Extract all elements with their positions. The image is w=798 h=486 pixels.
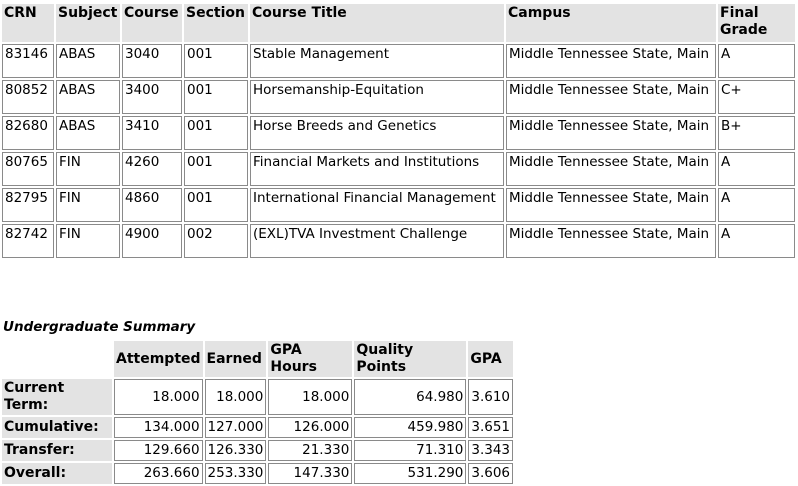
cell-course-title: Horsemanship-Equitation	[250, 80, 504, 114]
cell-crn: 80765	[2, 152, 54, 186]
table-row	[2, 44, 795, 78]
cell-quality-points: 459.980	[354, 417, 466, 438]
cell-crn: 80852	[2, 80, 54, 114]
cell-subject: ABAS	[56, 80, 120, 114]
summary-row	[2, 463, 513, 484]
cell-section: 001	[184, 152, 248, 186]
cell-course: 3400	[122, 80, 182, 114]
cell-section: 001	[184, 188, 248, 222]
cell-gpa: 3.651	[468, 417, 513, 438]
cell-section: 001	[184, 80, 248, 114]
cell-course: 4900	[122, 224, 182, 258]
cell-attempted: 263.660	[114, 463, 203, 484]
summary-header-row	[2, 341, 513, 377]
header-gpa-hours: GPA Hours	[268, 341, 352, 377]
cell-quality-points: 71.310	[354, 440, 466, 461]
summary-header-blank	[2, 341, 112, 377]
cell-earned: 253.330	[205, 463, 267, 484]
cell-campus: Middle Tennessee State, Main	[506, 224, 716, 258]
cell-subject: ABAS	[56, 116, 120, 150]
cell-section: 002	[184, 224, 248, 258]
cell-final-grade: A	[718, 188, 795, 222]
summary-row-label: Cumulative:	[2, 417, 112, 438]
cell-quality-points: 531.290	[354, 463, 466, 484]
cell-final-grade: A	[718, 224, 795, 258]
cell-earned: 18.000	[205, 379, 267, 415]
cell-crn: 82680	[2, 116, 54, 150]
summary-row-label: Current Term:	[2, 379, 112, 415]
summary-row	[2, 417, 513, 438]
cell-final-grade: A	[718, 152, 795, 186]
cell-subject: FIN	[56, 224, 120, 258]
cell-gpa-hours: 21.330	[268, 440, 352, 461]
cell-crn: 82742	[2, 224, 54, 258]
cell-course-title: Financial Markets and Institutions	[250, 152, 504, 186]
header-course-title: Course Title	[250, 4, 504, 42]
cell-subject: FIN	[56, 188, 120, 222]
cell-gpa-hours: 126.000	[268, 417, 352, 438]
summary-row-label: Transfer:	[2, 440, 112, 461]
header-gpa: GPA	[468, 341, 513, 377]
cell-course-title: International Financial Management	[250, 188, 504, 222]
header-quality-points: Quality Points	[354, 341, 466, 377]
table-row	[2, 116, 795, 150]
cell-course: 4860	[122, 188, 182, 222]
header-campus: Campus	[506, 4, 716, 42]
cell-course-title: (EXL)TVA Investment Challenge	[250, 224, 504, 258]
summary-row-label: Overall:	[2, 463, 112, 484]
grades-header-row	[2, 4, 795, 42]
cell-attempted: 134.000	[114, 417, 203, 438]
cell-section: 001	[184, 116, 248, 150]
cell-gpa: 3.606	[468, 463, 513, 484]
course-grades-table	[0, 2, 797, 260]
table-row	[2, 80, 795, 114]
cell-course-title: Stable Management	[250, 44, 504, 78]
header-earned: Earned	[205, 341, 267, 377]
cell-gpa-hours: 18.000	[268, 379, 352, 415]
header-final-grade: Final Grade	[718, 4, 795, 42]
cell-subject: FIN	[56, 152, 120, 186]
table-row	[2, 224, 795, 258]
cell-attempted: 18.000	[114, 379, 203, 415]
cell-final-grade: C+	[718, 80, 795, 114]
cell-course: 4260	[122, 152, 182, 186]
cell-campus: Middle Tennessee State, Main	[506, 188, 716, 222]
header-attempted: Attempted	[114, 341, 203, 377]
cell-quality-points: 64.980	[354, 379, 466, 415]
cell-course: 3410	[122, 116, 182, 150]
cell-course-title: Horse Breeds and Genetics	[250, 116, 504, 150]
summary-row	[2, 379, 513, 415]
cell-crn: 82795	[2, 188, 54, 222]
cell-campus: Middle Tennessee State, Main	[506, 116, 716, 150]
undergraduate-summary-table	[0, 339, 515, 486]
cell-earned: 126.330	[205, 440, 267, 461]
cell-subject: ABAS	[56, 44, 120, 78]
cell-attempted: 129.660	[114, 440, 203, 461]
header-subject: Subject	[56, 4, 120, 42]
cell-gpa-hours: 147.330	[268, 463, 352, 484]
cell-campus: Middle Tennessee State, Main	[506, 80, 716, 114]
header-section: Section	[184, 4, 248, 42]
summary-row	[2, 440, 513, 461]
table-row	[2, 188, 795, 222]
cell-course: 3040	[122, 44, 182, 78]
table-row	[2, 152, 795, 186]
summary-caption: Undergraduate Summary	[3, 319, 196, 335]
cell-final-grade: A	[718, 44, 795, 78]
cell-earned: 127.000	[205, 417, 267, 438]
cell-gpa: 3.343	[468, 440, 513, 461]
cell-section: 001	[184, 44, 248, 78]
cell-campus: Middle Tennessee State, Main	[506, 44, 716, 78]
cell-gpa: 3.610	[468, 379, 513, 415]
header-course: Course	[122, 4, 182, 42]
cell-crn: 83146	[2, 44, 54, 78]
header-crn: CRN	[2, 4, 54, 42]
cell-campus: Middle Tennessee State, Main	[506, 152, 716, 186]
cell-final-grade: B+	[718, 116, 795, 150]
